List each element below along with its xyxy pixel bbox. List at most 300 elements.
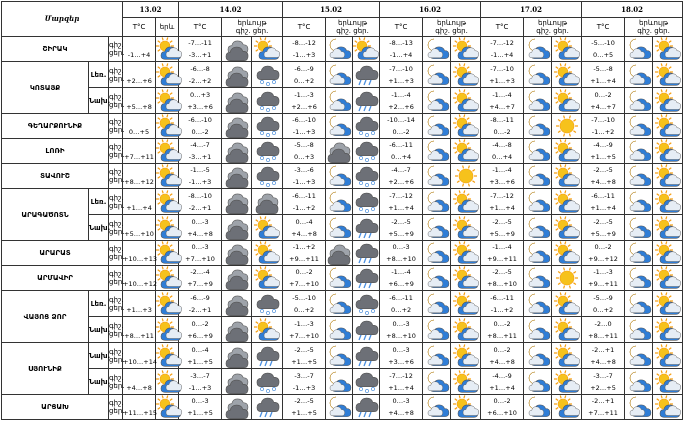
temperature-cell — [582, 37, 625, 62]
night-condition-cell — [524, 317, 552, 343]
temperature-cell — [123, 189, 156, 215]
moon-cloud-icon — [424, 378, 450, 386]
day-condition-cell — [653, 88, 683, 114]
moon-cloud-icon — [525, 300, 551, 308]
day-night-label — [109, 343, 123, 369]
night-condition-cell — [625, 164, 653, 189]
night-temp: -4…-9 — [492, 371, 512, 380]
day-night-label — [109, 369, 123, 395]
night-condition-cell — [222, 139, 252, 164]
moon-cloud-icon — [326, 378, 352, 386]
day-temp: +3…+6 — [489, 178, 515, 186]
condition-cell — [156, 343, 179, 369]
sun-icon — [554, 122, 580, 130]
cond-label: երևույթ — [237, 19, 267, 27]
day-abbr: ցեր. — [109, 201, 125, 210]
moon-cloud-icon — [326, 45, 352, 53]
night-temp: -7…-10 — [490, 64, 514, 73]
moon-cloud-icon — [626, 326, 652, 334]
night-condition-cell — [326, 395, 353, 420]
day-temp: -1…+4 — [490, 51, 514, 59]
date-header — [582, 2, 683, 18]
sun-cloud-icon — [156, 326, 182, 334]
night-condition-cell — [625, 369, 653, 395]
night-temp: -7…-12 — [389, 191, 413, 200]
day-temp: +9…+11 — [487, 255, 517, 263]
moon-cloud-icon — [424, 326, 450, 334]
night-temp: -1…-5 — [190, 166, 210, 174]
day-condition-cell — [552, 37, 582, 62]
cloud-dark-icon — [224, 97, 250, 105]
temperature-cell — [582, 62, 625, 88]
night-temp: 0…-3 — [392, 243, 410, 251]
region-name — [2, 164, 109, 189]
cond-label: երևույթ — [638, 19, 669, 27]
day-temp: +6…+9 — [187, 331, 213, 340]
temperature-cell — [582, 189, 625, 215]
condition-cell — [156, 88, 179, 114]
day-temp: +8…+11 — [487, 331, 517, 340]
sun-cloud-icon — [353, 45, 379, 53]
night-condition-cell — [423, 88, 451, 114]
sun-cloud-icon — [655, 274, 681, 282]
table-row — [2, 215, 683, 241]
sun-cloud-icon — [254, 249, 280, 257]
night-temp: -2…-5 — [593, 166, 613, 174]
moon-cloud-icon — [626, 147, 652, 155]
day-abbr: ցեր. — [353, 27, 369, 35]
day-abbr: ցեր. — [109, 278, 125, 286]
temperature-cell — [123, 62, 156, 88]
day-temp — [123, 190, 155, 202]
temperature-cell — [179, 343, 222, 369]
day-temp: +8…+10 — [487, 280, 517, 288]
sun-cloud-icon — [453, 198, 479, 206]
moon-cloud-icon — [525, 403, 551, 411]
region-name — [2, 62, 89, 114]
day-night-label — [109, 139, 123, 164]
temperature-cell — [481, 114, 524, 139]
moon-cloud-icon — [626, 198, 652, 206]
cloud-dark-icon — [224, 45, 250, 53]
sun-cloud-icon — [655, 172, 681, 180]
day-condition-cell — [353, 88, 380, 114]
sun-cloud-icon — [453, 147, 479, 155]
night-temp: 0…-3 — [392, 319, 410, 328]
day-condition-cell — [451, 139, 481, 164]
region-name-label: ԱՐԱԳԱԾՈՏՆ — [21, 210, 69, 219]
night-temp: -6…-9 — [294, 64, 314, 73]
night-temp: -6…-11 — [490, 293, 514, 302]
condition-cell — [156, 369, 179, 395]
day-condition-cell — [552, 114, 582, 139]
day-temp: +7…+10 — [185, 255, 215, 263]
day-abbr: ցեր. — [452, 27, 468, 35]
moon-cloud-icon — [525, 147, 551, 155]
sub-region-label — [89, 88, 109, 114]
temperature-cell — [582, 164, 625, 189]
sun-cloud-icon — [655, 122, 681, 130]
day-condition-cell — [552, 215, 582, 241]
night-condition-cell — [625, 189, 653, 215]
temperature-cell — [123, 395, 156, 420]
temperature-cell — [283, 291, 326, 317]
night-temp: 0…-2 — [594, 243, 612, 251]
day-night-label — [109, 114, 123, 139]
region-name-label: ԳԵՂԱՐՔՈՒՆԻՔ — [27, 122, 83, 130]
night-temp: -5…-8 — [294, 141, 314, 149]
sun-cloud-icon — [554, 172, 580, 180]
night-abbr: գիշ. — [336, 27, 352, 35]
night-abbr: գիշ. — [109, 295, 124, 304]
moon-cloud-icon — [525, 97, 551, 105]
day-condition-cell — [252, 88, 283, 114]
day-condition-cell — [353, 37, 380, 62]
cond-column-header — [423, 18, 481, 37]
temp-label: T°C — [495, 23, 509, 31]
day-condition-cell — [353, 317, 380, 343]
temperature-cell — [481, 62, 524, 88]
night-condition-cell — [625, 114, 653, 139]
night-condition-cell — [625, 395, 653, 420]
temperature-cell — [283, 62, 326, 88]
cloud-dark-icon — [224, 403, 250, 411]
day-temp: 0…+2 — [390, 305, 412, 314]
forecast-table — [1, 1, 683, 420]
sun-cloud-icon — [554, 403, 580, 411]
day-condition-cell — [552, 139, 582, 164]
night-condition-cell — [222, 62, 252, 88]
day-temp: +4…+8 — [187, 229, 213, 238]
day-temp: -1…+4 — [389, 51, 413, 59]
day-condition-cell — [552, 189, 582, 215]
temperature-cell — [123, 343, 156, 369]
day-temp: -3…+1 — [188, 51, 212, 59]
day-abbr: ցեր. — [109, 151, 125, 159]
day-condition-cell — [451, 395, 481, 420]
sub-region-label — [89, 291, 109, 317]
moon-cloud-icon — [424, 97, 450, 105]
temperature-cell — [380, 291, 423, 317]
night-condition-cell — [524, 369, 552, 395]
temperature-cell — [380, 369, 423, 395]
night-condition-cell — [524, 62, 552, 88]
condition-cell — [156, 241, 179, 266]
day-temp — [123, 241, 155, 253]
date-label: 15.02 — [320, 4, 342, 14]
day-temp: +4…+7 — [590, 102, 616, 111]
day-condition-cell — [552, 62, 582, 88]
temperature-cell — [582, 114, 625, 139]
moon-cloud-icon — [326, 403, 352, 411]
day-temp: +5…+9 — [489, 229, 515, 238]
night-temp: 0…-3 — [191, 243, 209, 251]
day-temp: +2…+6 — [388, 178, 414, 186]
temperature-cell — [179, 164, 222, 189]
moon-cloud-icon — [525, 45, 551, 53]
day-temp: -2…+2 — [188, 76, 212, 85]
temperature-cell — [380, 114, 423, 139]
cloud-snow-icon — [254, 147, 280, 155]
moon-cloud-icon — [326, 198, 352, 206]
moon-cloud-icon — [424, 224, 450, 232]
temperature-cell — [380, 88, 423, 114]
sub-region-text: Նախ. — [89, 377, 111, 386]
moon-cloud-icon — [626, 71, 652, 79]
day-condition-cell — [252, 139, 283, 164]
day-condition-cell — [451, 114, 481, 139]
night-condition-cell — [222, 369, 252, 395]
day-temp: +1…+3 — [126, 305, 152, 314]
day-condition-cell — [451, 215, 481, 241]
date-header — [380, 2, 481, 18]
moon-cloud-icon — [626, 300, 652, 308]
temperature-cell — [380, 189, 423, 215]
night-temp: -4…-7 — [391, 166, 411, 174]
night-temp: 0…-2 — [594, 90, 612, 99]
night-condition-cell — [423, 114, 451, 139]
night-condition-cell — [326, 88, 353, 114]
day-temp: 0…-2 — [191, 128, 209, 136]
sun-cloud-icon — [554, 198, 580, 206]
night-temp: -2…-5 — [391, 217, 411, 226]
day-temp: -1…+3 — [292, 178, 316, 186]
day-night-label — [109, 62, 123, 88]
moon-cloud-icon — [525, 274, 551, 282]
night-abbr: գիշ. — [109, 118, 124, 126]
day-temp: -1…+2 — [292, 203, 316, 212]
temperature-cell — [582, 139, 625, 164]
temperature-cell — [582, 369, 625, 395]
night-temp: 0…-3 — [392, 345, 410, 354]
cloud-snow-icon — [353, 122, 379, 130]
temperature-cell — [481, 317, 524, 343]
temp-label: T°C — [394, 23, 408, 31]
temperature-cell — [481, 395, 524, 420]
night-abbr: գիշ. — [109, 399, 124, 407]
sun-cloud-icon — [453, 45, 479, 53]
day-temp: +5…+10 — [124, 229, 154, 238]
day-condition-cell — [552, 343, 582, 369]
cond-label: երևույթ — [436, 19, 467, 27]
sun-cloud-icon — [554, 71, 580, 79]
night-condition-cell — [524, 395, 552, 420]
night-condition-cell — [326, 37, 353, 62]
night-temp: -8…-10 — [188, 191, 212, 200]
cloud-snow-icon — [254, 97, 280, 105]
night-condition-cell — [625, 266, 653, 291]
night-condition-cell — [625, 62, 653, 88]
day-condition-cell — [653, 62, 683, 88]
temperature-cell — [481, 88, 524, 114]
table-row — [2, 266, 683, 291]
date-label: 14.02 — [219, 4, 242, 14]
night-condition-cell — [423, 37, 451, 62]
day-temp: +2…+6 — [388, 102, 414, 111]
night-condition-cell — [326, 343, 353, 369]
day-temp — [123, 63, 155, 75]
day-temp: +1…+4 — [126, 203, 152, 212]
sun-cloud-icon — [554, 147, 580, 155]
moon-cloud-icon — [424, 147, 450, 155]
night-temp: -3…-7 — [294, 371, 314, 380]
night-condition-cell — [524, 291, 552, 317]
night-temp: -3…-7 — [593, 371, 613, 380]
night-condition-cell — [423, 291, 451, 317]
day-temp — [123, 318, 155, 330]
night-temp: -7…-12 — [490, 191, 514, 200]
day-temp: +9…+11 — [588, 280, 618, 288]
moon-cloud-icon — [326, 71, 352, 79]
sun-cloud-icon — [655, 147, 681, 155]
day-temp: +1…+4 — [388, 383, 414, 392]
night-temp: -8…-13 — [389, 39, 413, 47]
night-condition-cell — [222, 164, 252, 189]
date-header — [123, 2, 179, 18]
sun-cloud-icon — [156, 352, 182, 360]
temperature-cell — [481, 189, 524, 215]
condition-cell — [156, 139, 179, 164]
night-condition-cell — [625, 88, 653, 114]
sun-cloud-icon — [156, 274, 182, 282]
cloud-rain-icon — [353, 274, 379, 282]
night-abbr: գիշ. — [109, 193, 124, 202]
night-temp: -5…-9 — [593, 293, 613, 302]
sun-cloud-icon — [554, 224, 580, 232]
sun-cloud-icon — [156, 300, 182, 308]
moon-cloud-icon — [326, 122, 352, 130]
temperature-cell — [380, 215, 423, 241]
moon-cloud-icon — [525, 198, 551, 206]
day-temp: +1…+5 — [187, 357, 213, 366]
temperature-cell — [123, 291, 156, 317]
region-header — [2, 2, 123, 37]
cloud-rain-icon — [254, 352, 280, 360]
day-condition-cell — [451, 317, 481, 343]
night-condition-cell — [326, 266, 353, 291]
temperature-cell — [582, 317, 625, 343]
day-temp: +2…+5 — [590, 383, 616, 392]
temp-column-header — [582, 18, 625, 37]
condition-cell — [156, 164, 179, 189]
day-condition-cell — [252, 395, 283, 420]
cloud-dark-icon — [224, 147, 250, 155]
night-condition-cell — [423, 164, 451, 189]
temperature-cell — [283, 266, 326, 291]
day-temp: +1…+3 — [388, 76, 414, 85]
day-abbr: ցեր. — [109, 49, 125, 57]
day-condition-cell — [653, 241, 683, 266]
day-temp: +7…+11 — [124, 153, 154, 161]
day-temp: +5…+9 — [590, 229, 616, 238]
day-condition-cell — [552, 291, 582, 317]
day-condition-cell — [552, 88, 582, 114]
night-condition-cell — [222, 343, 252, 369]
moon-cloud-icon — [424, 71, 450, 79]
region-header-label: Մարզեր — [44, 14, 80, 23]
night-abbr: գիշ. — [109, 321, 124, 330]
temp-column-header — [481, 18, 524, 37]
temperature-cell — [380, 266, 423, 291]
temperature-cell — [481, 291, 524, 317]
night-condition-cell — [524, 215, 552, 241]
night-temp: -2…-5 — [593, 217, 613, 226]
sun-cloud-icon — [554, 326, 580, 334]
moon-cloud-icon — [326, 274, 352, 282]
night-temp: -2…-5 — [492, 268, 512, 276]
day-temp: 0…+4 — [491, 153, 513, 161]
sun-cloud-icon — [655, 403, 681, 411]
night-temp: -2…-5 — [294, 345, 314, 354]
day-condition-cell — [451, 266, 481, 291]
sun-cloud-icon — [156, 198, 182, 206]
night-condition-cell — [625, 139, 653, 164]
temperature-cell — [283, 241, 326, 266]
cloud-snow-icon — [254, 71, 280, 79]
sun-cloud-icon — [655, 45, 681, 53]
cloud-rain-icon — [353, 224, 379, 232]
temperature-cell — [283, 343, 326, 369]
day-temp — [123, 37, 155, 49]
night-condition-cell — [222, 215, 252, 241]
moon-cloud-icon — [424, 45, 450, 53]
table-row — [2, 62, 683, 88]
day-condition-cell — [353, 189, 380, 215]
sun-cloud-icon — [453, 122, 479, 130]
moon-cloud-icon — [424, 403, 450, 411]
night-temp: -1…-3 — [593, 268, 613, 276]
sub-region-text: Նախ. — [89, 223, 111, 232]
day-condition-cell — [252, 62, 283, 88]
temperature-cell — [380, 241, 423, 266]
night-condition-cell — [222, 88, 252, 114]
moon-cloud-icon — [326, 300, 352, 308]
temperature-cell — [123, 139, 156, 164]
condition-cell — [156, 37, 179, 62]
region-name — [2, 241, 109, 266]
day-abbr: ցեր. — [109, 329, 125, 338]
night-condition-cell — [524, 139, 552, 164]
temperature-cell — [380, 395, 423, 420]
day-temp: +4…+8 — [291, 229, 317, 238]
day-temp: +2…+6 — [291, 102, 317, 111]
temperature-cell — [283, 189, 326, 215]
night-temp: -2…0 — [594, 319, 612, 328]
moon-cloud-icon — [626, 172, 652, 180]
temperature-cell — [123, 215, 156, 241]
sub-region-label — [89, 343, 109, 369]
region-name — [2, 343, 89, 395]
night-abbr: գիշ. — [109, 66, 124, 75]
night-temp: -1…-3 — [294, 90, 314, 99]
night-temp: -6…-11 — [389, 141, 413, 149]
night-condition-cell — [423, 139, 451, 164]
cloud-dark-icon — [224, 378, 250, 386]
cond-label: երևույթ — [537, 19, 568, 27]
night-condition-cell — [625, 215, 653, 241]
night-temp: -8…-12 — [292, 39, 316, 47]
day-temp: +3…+6 — [187, 102, 213, 111]
temperature-cell — [380, 37, 423, 62]
sun-cloud-icon — [554, 300, 580, 308]
day-temp: -1…+3 — [188, 178, 212, 186]
day-temp: +5…+8 — [126, 102, 152, 111]
moon-cloud-icon — [424, 122, 450, 130]
temperature-cell — [582, 343, 625, 369]
night-condition-cell — [222, 291, 252, 317]
temperature-cell — [481, 164, 524, 189]
sun-cloud-icon — [156, 71, 182, 79]
